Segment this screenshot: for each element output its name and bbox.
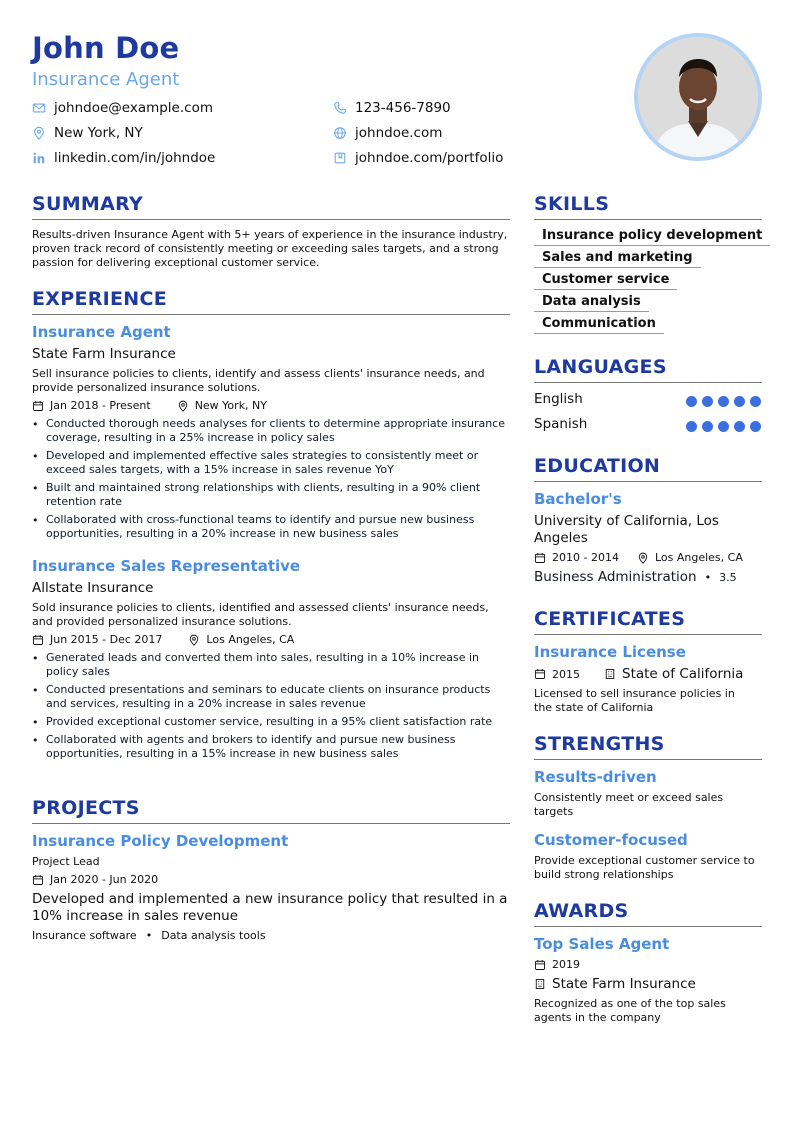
project-meta (32, 873, 158, 886)
project-description: Developed and implemented a new insurance policy that resulted in a 10% increase in sales revenue (32, 891, 508, 924)
bullet-item: • Conducted presentations and seminars to educate clients on insurance products and services, resulting in a 20% increase in sales revenue (32, 683, 510, 711)
bullet-item: • Conducted thorough needs analyses for clients to determine appropriate insurance coverage, resulting in a 25% increase in policy sales (32, 417, 510, 445)
contact-email[interactable] (32, 100, 213, 116)
strength-title: Customer-focused (534, 831, 688, 849)
website-text: johndoe.com (355, 125, 443, 141)
summary-text: Results-driven Insurance Agent with 5+ years of experience in the insurance industry, proven track record of consistently meeting or exceeding sales targets, and a strong passion for delivering exceptional customer service. (32, 228, 508, 269)
candidate-title: Insurance Agent (32, 69, 180, 90)
portfolio-text: johndoe.com/portfolio (355, 150, 504, 166)
education-divider (534, 481, 762, 482)
location-text: New York, NY (54, 125, 143, 141)
job-location: New York, NY (194, 399, 267, 412)
job-company: Allstate Insurance (32, 580, 154, 596)
strength-text: Provide exceptional customer service to build strong relationships (534, 854, 755, 881)
project-role: Project Lead (32, 855, 100, 868)
map-pin-icon (637, 552, 649, 564)
skill-tag: Sales and marketing (534, 250, 701, 268)
certificate-meta (534, 666, 743, 682)
education-meta (534, 551, 743, 564)
field-of-study: Business Administration (534, 569, 697, 585)
summary-heading: SUMMARY (32, 193, 144, 215)
linkedin-text: linkedin.com/in/johndoe (54, 150, 216, 166)
job-bullets (32, 417, 510, 545)
calendar-icon (534, 959, 546, 971)
globe-icon (333, 126, 347, 140)
award-issuer: State Farm Insurance (552, 976, 696, 992)
person-avatar-icon (638, 37, 758, 157)
bullet-item: • Collaborated with cross-functional teams to identify and pursue new business opportunities, resulting in a 20% increase in new business sales (32, 513, 510, 541)
projects-divider (32, 823, 510, 824)
job-dates: Jun 2015 - Dec 2017 (50, 633, 163, 646)
project-title: Insurance Policy Development (32, 832, 289, 850)
job-dates: Jan 2018 - Present (50, 399, 151, 412)
contact-portfolio[interactable] (333, 150, 503, 166)
level-dot (686, 421, 697, 432)
skill-tag: Data analysis (534, 294, 649, 312)
skill-tag: Communication (534, 316, 664, 334)
job-location: Los Angeles, CA (206, 633, 295, 646)
school-name: University of California, Los Angeles (534, 513, 719, 546)
level-dot (718, 421, 729, 432)
bullet-item: • Built and maintained strong relationships with clients, resulting in a 90% client retention rate (32, 481, 510, 509)
calendar-icon (32, 874, 44, 886)
bullet-item: • Developed and implemented effective sales strategies to consistently meet or exceed sales targets, with a 15% increase in sales revenue YoY (32, 449, 510, 477)
profile-photo (634, 33, 762, 161)
strength-text: Consistently meet or exceed sales targets (534, 791, 724, 818)
level-dot (718, 396, 729, 407)
education-heading: EDUCATION (534, 455, 661, 477)
level-dot (750, 421, 761, 432)
languages-divider (534, 382, 762, 383)
linkedin-icon (32, 151, 46, 165)
skills-heading: SKILLS (534, 193, 610, 215)
language-name: Spanish (534, 416, 588, 432)
language-name: English (534, 391, 583, 407)
job-bullets (32, 651, 510, 765)
job-title: Insurance Agent (32, 323, 171, 341)
contact-website[interactable] (333, 125, 442, 141)
calendar-icon (32, 634, 44, 646)
bullet-item: • Provided exceptional customer service, resulting in a 95% client satisfaction rate (32, 715, 510, 729)
award-year: 2019 (552, 958, 580, 971)
bullet-item: • Collaborated with agents and brokers to identify and pursue new business opportunities, resulting in a 15% increase in new business sales (32, 733, 510, 761)
skills-divider (534, 219, 762, 220)
contact-linkedin[interactable] (32, 150, 215, 166)
building-icon (604, 668, 616, 680)
skill-tag: Insurance policy development (534, 228, 770, 246)
summary-divider (32, 219, 510, 220)
project-dates: Jan 2020 - Jun 2020 (50, 873, 159, 886)
tool-tag: Data analysis tools (161, 929, 266, 942)
experience-divider (32, 314, 510, 315)
portfolio-icon (333, 151, 347, 165)
award-title: Top Sales Agent (534, 935, 670, 953)
education-field-row: Business Administration • 3.5 (534, 569, 737, 585)
awards-heading: AWARDS (534, 900, 629, 922)
strengths-divider (534, 759, 762, 760)
map-pin-icon (188, 634, 200, 646)
awards-divider (534, 926, 762, 927)
award-issuer-row (534, 976, 696, 992)
certificate-title: Insurance License (534, 643, 686, 661)
building-icon (534, 978, 546, 990)
map-pin-icon (32, 126, 46, 140)
certificate-description: Licensed to sell insurance policies in the state of California (534, 687, 735, 714)
calendar-icon (534, 552, 546, 564)
job-title: Insurance Sales Representative (32, 557, 301, 575)
bullet-item: • Generated leads and converted them into sales, resulting in a 10% increase in policy sales (32, 651, 510, 679)
award-year-row (534, 958, 580, 971)
calendar-icon (32, 400, 44, 412)
award-description: Recognized as one of the top sales agents in the company (534, 997, 726, 1024)
gpa: 3.5 (719, 570, 737, 584)
email-text: johndoe@example.com (54, 100, 213, 116)
job-meta (32, 399, 267, 412)
strengths-heading: STRENGTHS (534, 733, 665, 755)
envelope-icon (32, 101, 46, 115)
level-dot (750, 396, 761, 407)
strength-title: Results-driven (534, 768, 657, 786)
certificates-divider (534, 634, 762, 635)
contact-location (32, 125, 143, 141)
job-description: Sell insurance policies to clients, identify and assess clients' insurance needs, and provide personalized insurance solutions. (32, 367, 485, 394)
language-level (686, 396, 761, 407)
project-tools: Insurance software • Data analysis tools (32, 929, 266, 942)
tool-tag: Insurance software (32, 929, 137, 942)
degree-title: Bachelor's (534, 490, 622, 508)
certificate-year: 2015 (552, 667, 580, 681)
job-company: State Farm Insurance (32, 346, 176, 362)
level-dot (686, 396, 697, 407)
experience-heading: EXPERIENCE (32, 288, 168, 310)
certificates-heading: CERTIFICATES (534, 608, 686, 630)
level-dot (734, 421, 745, 432)
certificate-issuer: State of California (622, 666, 744, 682)
phone-icon (333, 101, 347, 115)
education-dates: 2010 - 2014 (552, 551, 619, 564)
calendar-icon (534, 668, 546, 680)
projects-heading: PROJECTS (32, 797, 140, 819)
map-pin-icon (177, 400, 189, 412)
level-dot (734, 396, 745, 407)
education-location: Los Angeles, CA (654, 551, 743, 564)
contact-phone[interactable] (333, 100, 451, 116)
skill-tag: Customer service (534, 272, 677, 290)
candidate-name: John Doe (32, 31, 180, 65)
language-level (686, 421, 761, 432)
job-description: Sold insurance policies to clients, identified and assessed clients' insurance needs, and provided personalized insurance solutions. (32, 601, 489, 628)
languages-heading: LANGUAGES (534, 356, 667, 378)
phone-text: 123-456-7890 (355, 100, 451, 116)
level-dot (702, 396, 713, 407)
level-dot (702, 421, 713, 432)
job-meta (32, 633, 294, 646)
